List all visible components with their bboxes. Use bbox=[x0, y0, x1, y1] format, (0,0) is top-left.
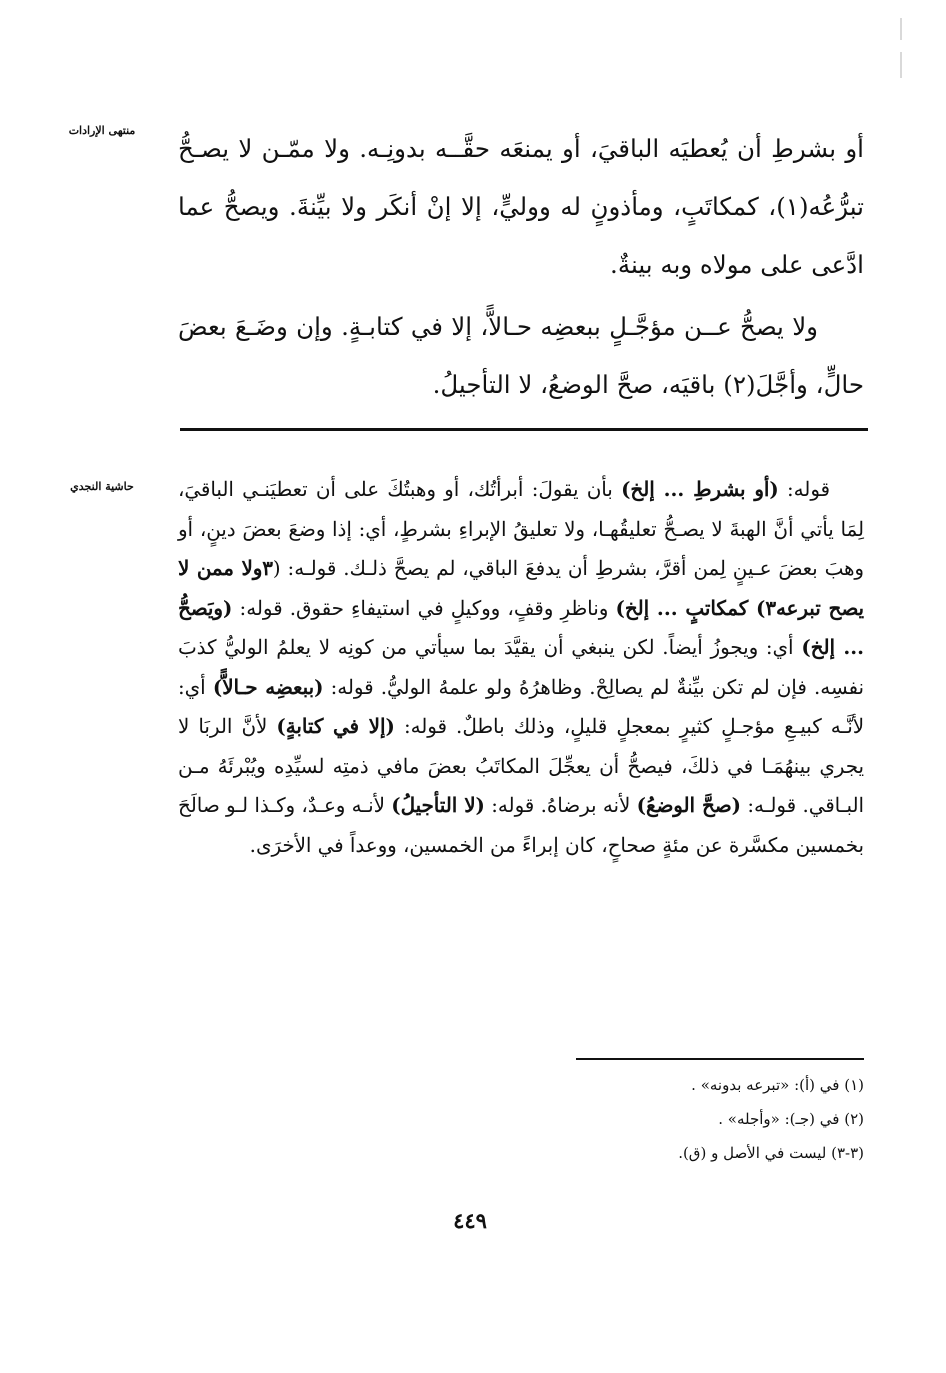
section-divider bbox=[180, 428, 868, 431]
page-number: ٤٤٩ bbox=[453, 1208, 487, 1233]
commentary-segment: لأنه برضاهُ. قوله: bbox=[484, 794, 637, 817]
commentary-segment: قوله: bbox=[778, 478, 830, 501]
commentary-text bbox=[178, 470, 864, 865]
commentary-segment: بأن يقولَ: أبرأتُك، أو وهبتُكَ على أن تعطيَنـي الباقيَ، لِمَا يأتي أنَّ الهبةَ لا يصـحُّ تعليقُهـا، ولا تعليقُ الإبراءِ بشرطٍ، أي: إذا وضعَ بعضَ دينٍ، أو وهبَ بعضَ عـينٍ لِمن أقرَّ، بشرطِ أن يدفعَ الباقي، لم يصحَّ ذلـك. قولـه: ( bbox=[178, 478, 864, 580]
footnote: (١) في (أ): «تبرعه بدونه» . bbox=[691, 1076, 864, 1094]
side-label-hashiya: حاشية النجدي bbox=[70, 480, 134, 493]
commentary-segment: لأنَّ الربَا لا يجري بينهُمَـا في ذلكَ، فيصحُّ أن يعجِّلَ المكاتَبُ بعضَ مافي ذمتِه لسيِّدِه ويُبْرئَهُ مـن البـاقي. قولـه: bbox=[178, 715, 864, 817]
commentary-segment: وناظرِ وقفٍ، ووكيلٍ في استيفاءِ حقوق. قوله: bbox=[232, 596, 616, 620]
footnote-divider bbox=[576, 1058, 864, 1060]
scan-edge-mark bbox=[900, 52, 902, 78]
footnote: (٢) في (جـ): «وأجله» . bbox=[718, 1110, 864, 1128]
commentary-segment: لأنـه وعـدٌ، وكـذا لـو صالَحَ بخمسين مكسَّرة عن مئةٍ صحاحٍ، كان إبراءً من الخمسين، ووعداً في الأخرَى. bbox=[178, 794, 864, 857]
commentary-lemma: ٣ولا ممن لا يصح تبرعه٣) كمكاتبٍ ... إلخ) bbox=[178, 556, 864, 620]
main-text bbox=[178, 120, 864, 414]
main-paragraph: أو بشرطِ أن يُعطيَه الباقيَ، أو يمنعَه حقَّــه بدونِـه. ولا ممّـن لا يصـحُّ تبرُّعُه(١)، كمكاتَبٍ، ومأذونٍ له ووليٍّ، إلا إنْ أنكَر ولا بيِّنةَ. ويصحُّ عما ادَّعى على مولاه وبه بينةٌ. bbox=[178, 134, 864, 279]
main-paragraph: ولا يصحُّ عــن مؤجَّـلٍ ببعضِه حـالاًّ، إلا في كتابـةٍ. وإن وضَـعَ بعضَ حالٍّ، وأجَّلَ(٢) باقيَه، صحَّ الوضعُ، لا التأجيلُ. bbox=[178, 312, 864, 399]
commentary-lemma: (إلا في كتابةٍ) bbox=[276, 714, 395, 738]
commentary-lemma: (ببعضِه حـالاًّ) bbox=[212, 674, 324, 699]
side-label-matn: منتهى الإرادات bbox=[68, 124, 136, 137]
commentary-segment: أي: ويجوزُ أيضاً. لكن ينبغي أن يقيَّدَ بما سيأتي من كونِه لا يعلمُ الوليُّ كذبَ نفسِه. فإن لم تكن بيِّنةٌ لم يصالِحْ. وظاهرُهُ ولو علمهُ الوليُّ. قوله: bbox=[178, 636, 865, 699]
commentary-lemma: (ويَصحُّ ... إلخ) bbox=[178, 595, 864, 659]
commentary-lemma: (أو بشرطِ ... إلخ) bbox=[621, 477, 779, 501]
footnotes bbox=[420, 1068, 864, 1170]
commentary-lemma: (صحَّ الوضعُ) bbox=[636, 793, 741, 817]
commentary-lemma: (لا التأجيلُ) bbox=[391, 793, 485, 817]
footnote: (٣-٣) ليست في الأصل و (ق). bbox=[678, 1144, 864, 1162]
scan-edge-mark bbox=[900, 18, 902, 40]
commentary-segment: أي: لأنَّـه كبيـعِ مؤجـلٍ كثيرٍ بمعجلٍ قليلٍ، وذلك باطلٌ. قوله: bbox=[178, 675, 864, 738]
commentary-paragraph bbox=[178, 470, 864, 865]
